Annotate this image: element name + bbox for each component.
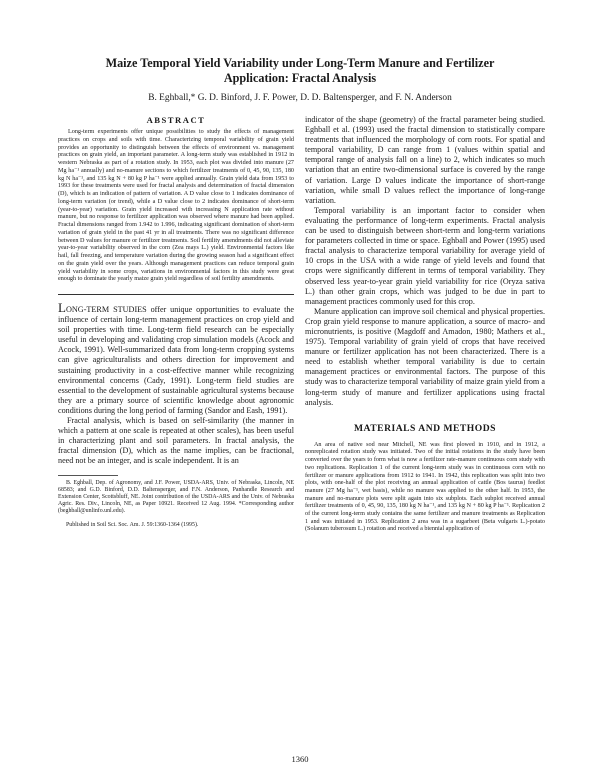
- author-list: B. Eghball,* G. D. Binford, J. F. Power, D. D. Baltensperger, and F. N. Anderson: [148, 93, 452, 103]
- intro-paragraph-2: Fractal analysis, which is based on self-similarity (the manner in which a pattern at one scale is repeated at other scales), has been useful in characterizing plant and soil parameters. In fractal analysis, the fractal dimension (D), which as the name implies, can be fractional, need not be an integer, and is scale independent. It is an: [58, 416, 294, 466]
- author-footnote: B. Eghball, Dep. of Agronomy, and J.F. Power, USDA-ARS, Univ. of Nebraska, Lincoln, NE 68583; and G.D. Binford, D.D. Baltensperger, and F.N. Anderson, Panhandle Research and Extension Center, Scottsbluff, NE. Joint contribution of the USDA-ARS and the Univ. of Nebraska Agric. Res. Div., Lincoln, NE, as Paper 10921. Received 12 Aug. 1994. *Corresponding author (beghball@unlinfo.unl.edu).: [58, 479, 294, 515]
- title-line-1: Maize Temporal Yield Variability under Long-Term Manure and Fertilizer: [105, 56, 495, 70]
- right-paragraph-3: Manure application can improve soil chemical and physical properties. Crop grain yield response to manure application, a source of macro- and micronutrients, is positive (Magdoff and Amadon, 1980; Mathers et al., 1975). Temporal variability of grain yield of crops that have received manure or fertilizer application has not been characterized. There is a need to establish whether temporal variability is due to certain management practices or environmental factors. The purpose of this study was to characterize temporal variability of maize grain yield from a long-term study of manure and fertilizer applications using fractal analysis.: [305, 306, 545, 407]
- abstract-divider: [58, 294, 294, 295]
- methods-paragraph: An area of native sod near Mitchell, NE was first plowed in 1910, and in 1912, a nonreplicated rotation study was initiated. Two of the initial rotations in the study have been converted over the years to form what is now a fertilizer rate-manure continuous corn study with two replications. Replication 1 of the current long-term study was in continuous corn with no fertilizer or manure applications from 1912 to 1941. In 1942, this replication was split into two plots, with one-half of the plot receiving an annual application of cattle (Bos taurus) feedlot manure (27 Mg ha⁻¹, wet basis), while no manure was applied to the other half. In 1953, the manure and no-manure plots were split again into six subplots. Each subplot received annual fertilizer treatments of 0, 45, 90, 135, 180 kg N ha⁻¹, and 135 kg N + 80 kg P ha⁻¹. Replication 2 of the current long-term study contains the same fertilizer and manure treatments as Replication 1 and was initiated in 1953. Replication 2 area was in a sugarbeet (Beta vulgaris L.)-potato (Solanum tuberosum L.) rotation and received a biennial application of: [305, 441, 545, 533]
- page-number: 1360: [291, 754, 309, 764]
- footnote-divider: [58, 475, 118, 476]
- intro-lead-rest: offer unique opportunities to evaluate the influence of certain long-term management practices on crop yield and soil properties with time. Long-term field research can be especially useful in developing and validating crop simulation models (Acock and Acock, 1991). Well-summarized data from long-term cropping systems can give agriculturalists and others direction for improvement and sustaining productivity in a cost-effective manner while recognizing environmental concerns (Cady, 1991). Long-term field studies are essential to the development of sustainable agricultural systems because they are a primary source of scientific knowledge about agronomic conditions during the long period of farming (Sandor and Eash, 1991).: [58, 305, 294, 415]
- title-line-2: Application: Fractal Analysis: [223, 71, 377, 85]
- intro-drop-initial: L: [58, 300, 66, 315]
- abstract-text: Long-term experiments offer unique possibilities to study the effects of management practices on crops and soils with time. Characterizing temporal variability of grain yield provides an opportunity to distinguish between the effects of environment vs. management practices on grain yield, an important parameter. A long-term study was established in 1912 in western Nebraska as part of a rotation study. In 1953, each plot was divided into manure (27 Mg ha⁻¹ annually) and no-manure sections to which fertilizer treatments of 0, 45, 90, 135, 180 kg N ha⁻¹, and 135 kg N + 80 kg P ha⁻¹ were applied annually. Grain yield data from 1953 to 1993 for these treatments were used for fractal analysis and determination of fractal dimension (D), which is an indication of pattern of variation. A D value close to 1 indicates dominance of long-term variation (or trend), while a D value close to 2 indicates dominance of short-term (year-to-year) variation. Grain yield increased with increasing N application rate without manure, but no response to fertilizer application was observed where manure had been applied. Fractal dimensions ranged from 1.942 to 1.996, indicating significant domination of short-term variation of grain yield in the past 41 yr in all treatments. There was no significant difference between D values for manure or fertilizer treatments. Soil fertility amendments did not alleviate year-to-year variability observed in the corn (Zea mays L.) yield. Environmental factors like hail, fall freezing, and temperature variation during the growing season had a significant effect on the grain yield over the years. Although management practices can reduce temporal grain yield variability in some crops, variations in environmental factors in this study were great enough to dominate the yearly maize grain yield regardless of soil fertility amendments.: [58, 129, 294, 283]
- right-column: [305, 115, 545, 534]
- right-paragraph-1: indicator of the shape (geometry) of the fractal parameter being studied. Eghball et al. (1993) used the fractal dimension to statistically compare treatments that influenced the morphology of corn roots. For spatial and temporal variability, D can range from 1 (values within spatial and temporal range of analysis fall on a line) to 2, which indicates so much variation that an entire two-dimensional surface is covered by the range of variation. Large D values indicate the importance of short-range variation, while small D values reflect the importance of long-range variation.: [305, 115, 545, 205]
- intro-paragraph-1: [58, 300, 294, 416]
- right-paragraph-2: Temporal variability is an important factor to consider when evaluating the performance of long-term experiments. Fractal analysis can be used to distinguish between short-term and long-term variations for parameters collected in time or space. Eghball and Power (1995) used fractal analysis to characterize temporal variability for average yield of 10 crops in the USA with a wide range of yield levels and found that crops were significantly different in terms of temporal variability. They observed less year-to-year grain yield variability for rice (Oryza sativa L.) than other grain crops, which was judged to be due in part to management practices commonly used for this crop.: [305, 205, 545, 306]
- article-title: [60, 56, 540, 86]
- publication-line: Published in Soil Sci. Soc. Am. J. 59:1360-1364 (1995).: [66, 521, 199, 528]
- abstract-heading: ABSTRACT: [146, 115, 206, 125]
- left-column: [58, 115, 294, 529]
- intro-lead-smallcaps: ONG-TERM STUDIES: [65, 305, 147, 314]
- methods-heading: MATERIALS AND METHODS: [354, 422, 496, 434]
